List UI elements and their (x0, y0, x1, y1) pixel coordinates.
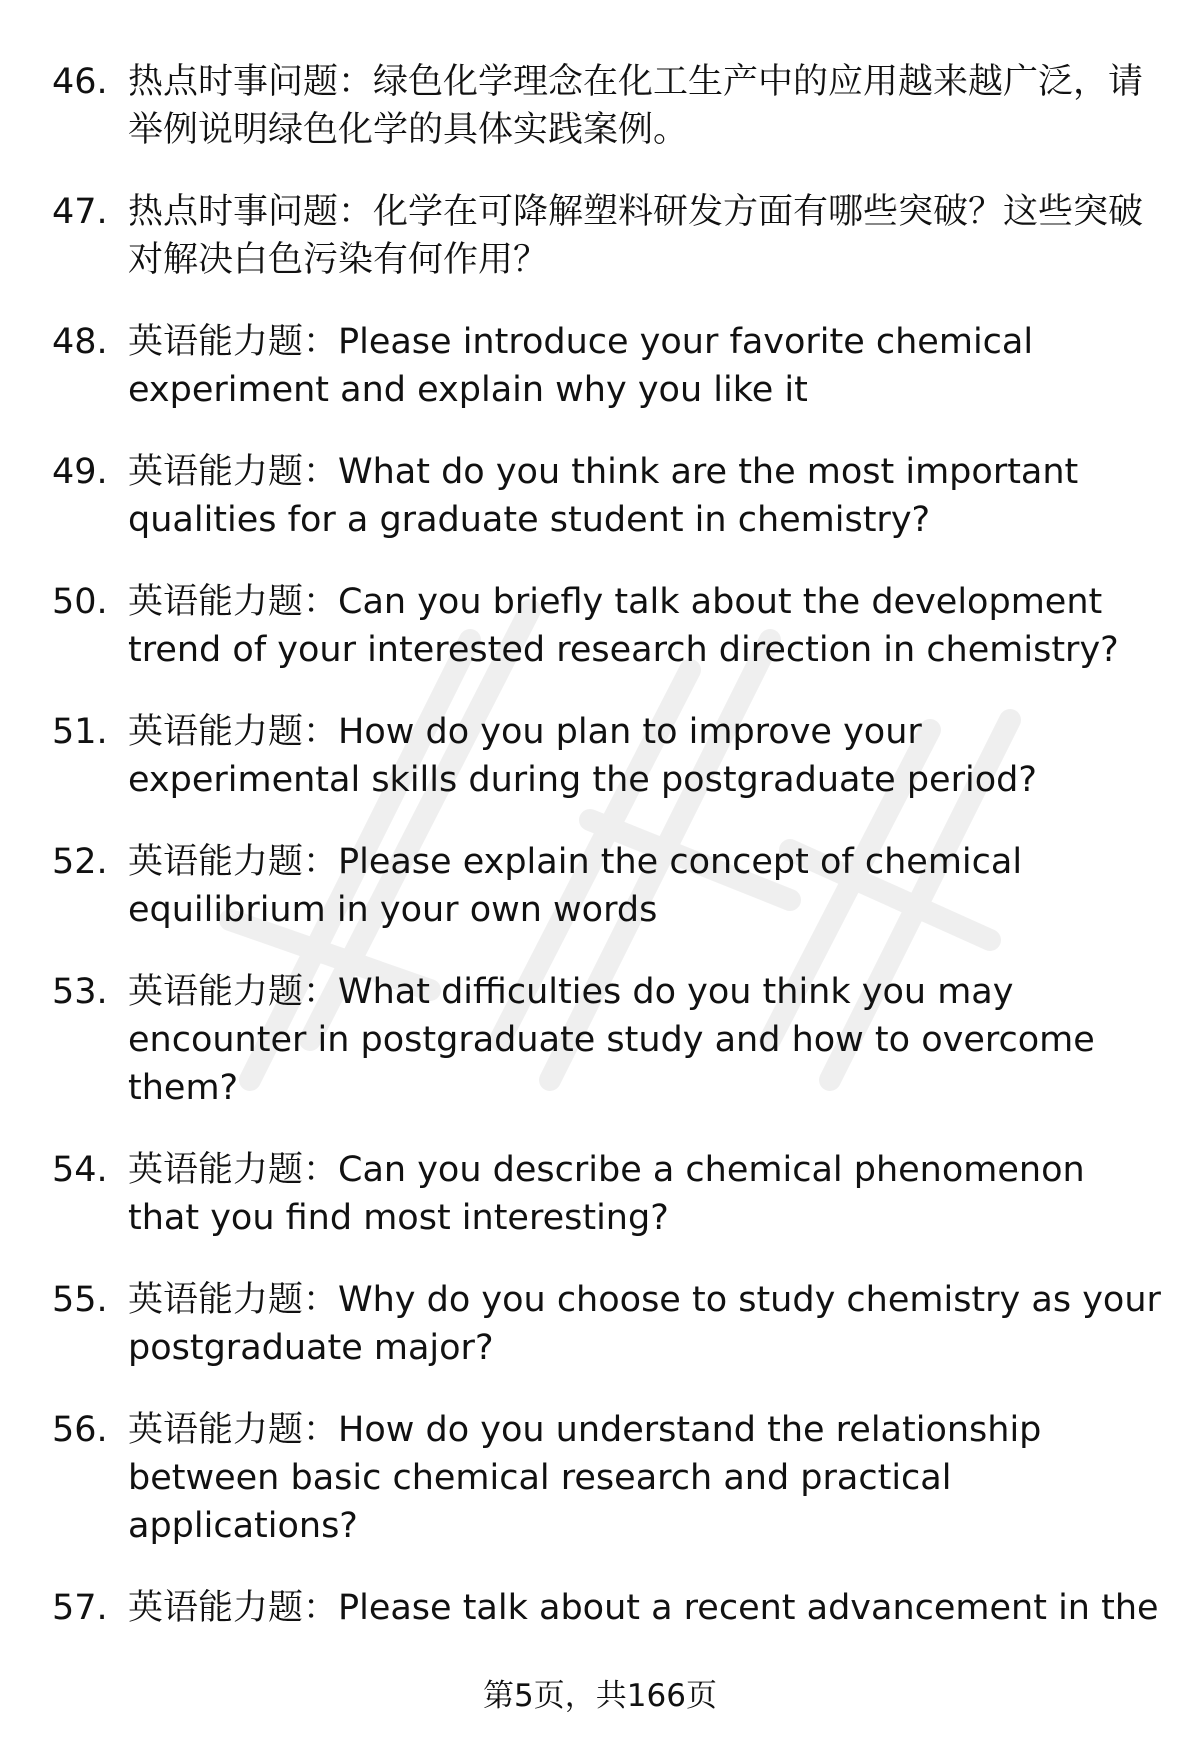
question-number: 51. (52, 712, 108, 752)
question-number: 54. (52, 1150, 108, 1190)
question-item-53 (52, 968, 1162, 1112)
page-footer (0, 1676, 1200, 1716)
question-text: 英语能力题：Please introduce your favorite chemical experiment and explain why you like it (128, 322, 1034, 410)
question-number: 48. (52, 322, 108, 362)
question-number: 47. (52, 192, 108, 232)
question-number: 52. (52, 842, 108, 882)
question-item-54 (52, 1146, 1162, 1242)
question-number: 49. (52, 452, 108, 492)
question-item-48 (52, 318, 1162, 414)
question-item-56 (52, 1406, 1162, 1550)
question-item-50 (52, 578, 1162, 674)
question-text: 英语能力题：Can you briefly talk about the development trend of your interested research direction in chemistry? (128, 582, 1119, 670)
question-item-46 (52, 58, 1162, 154)
question-item-52 (52, 838, 1162, 934)
question-item-51 (52, 708, 1162, 804)
question-number: 53. (52, 972, 108, 1012)
question-number: 50. (52, 582, 108, 622)
page-number-label: 第5页，共166页 (483, 1678, 717, 1714)
question-text: 英语能力题：How do you understand the relationship between basic chemical research and practical applications? (128, 1410, 1042, 1546)
question-number: 57. (52, 1588, 108, 1628)
question-text: 英语能力题：Please explain the concept of chemical equilibrium in your own words (128, 842, 1023, 930)
question-text: 热点时事问题：化学在可降解塑料研发方面有哪些突破？这些突破对解决白色污染有何作用？ (128, 192, 1144, 280)
question-text: 英语能力题：Why do you choose to study chemistry as your postgraduate major? (128, 1280, 1161, 1368)
question-list (52, 58, 1162, 1632)
question-number: 56. (52, 1410, 108, 1450)
question-item-55 (52, 1276, 1162, 1372)
question-item-49 (52, 448, 1162, 544)
question-text: 热点时事问题：绿色化学理念在化工生产中的应用越来越广泛，请举例说明绿色化学的具体实践案例。 (128, 62, 1144, 150)
question-number: 46. (52, 62, 108, 102)
question-item-47 (52, 188, 1162, 284)
question-number: 55. (52, 1280, 108, 1320)
question-text: 英语能力题：Please talk about a recent advancement in the (128, 1588, 1159, 1628)
question-text: 英语能力题：What difficulties do you think you may encounter in postgraduate study and how to overcome them? (128, 972, 1095, 1108)
question-text: 英语能力题：Can you describe a chemical phenomenon that you find most interesting? (128, 1150, 1085, 1238)
question-text: 英语能力题：How do you plan to improve your experimental skills during the postgraduate period? (128, 712, 1037, 800)
question-text: 英语能力题：What do you think are the most important qualities for a graduate student in chemistry? (128, 452, 1079, 540)
question-item-57 (52, 1584, 1162, 1632)
